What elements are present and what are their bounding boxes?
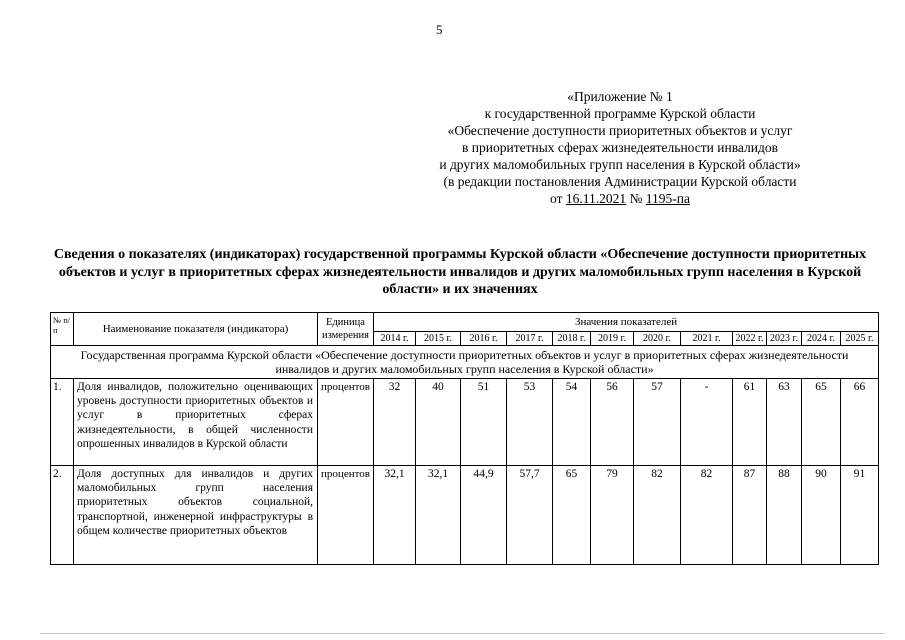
value-cell: 32 — [374, 379, 416, 466]
header-row — [51, 313, 879, 332]
appendix-line: к государственной программе Курской области — [484, 106, 756, 121]
document-title: Сведения о показателях (индикаторах) государственной программы Курской области «Обеспечение доступности приоритетных объектов и услуг в приоритетных сферах жизнедеятельности инвалидов и других маломобильных групп населения в Курской области» и их значениях — [53, 247, 867, 297]
value-cell: 32,1 — [374, 466, 416, 565]
table-row — [51, 379, 879, 466]
value-cell: 57 — [634, 379, 681, 466]
decree-number: 1195-па — [645, 191, 690, 206]
year-header: 2019 г. — [591, 332, 634, 346]
row-number: 2. — [51, 466, 74, 565]
value-cell: 82 — [634, 466, 681, 565]
number-sign: № — [629, 191, 643, 206]
value-cell: 91 — [841, 466, 879, 565]
col-header-num: № п/п — [51, 313, 74, 346]
program-title-cell: Государственная программа Курской области «Обеспечение доступности приоритетных объектов и услуг в приоритетных сферах жизнедеятельности инвалидов и других маломобильных групп населения в Курской области» — [51, 346, 879, 379]
value-cell: 61 — [733, 379, 767, 466]
value-cell: 65 — [553, 466, 591, 565]
year-header: 2016 г. — [461, 332, 507, 346]
value-cell: 63 — [767, 379, 802, 466]
value-cell: 54 — [553, 379, 591, 466]
table-row — [51, 466, 879, 565]
year-header: 2024 г. — [802, 332, 841, 346]
appendix-line: «Обеспечение доступности приоритетных объектов и услуг — [447, 123, 793, 138]
value-cell: 56 — [591, 379, 634, 466]
appendix-header — [400, 88, 840, 207]
value-cell: 88 — [767, 466, 802, 565]
col-header-unit: Единица измерения — [318, 313, 374, 346]
value-cell: - — [681, 379, 733, 466]
year-header: 2017 г. — [507, 332, 553, 346]
value-cell: 65 — [802, 379, 841, 466]
indicators-table — [50, 312, 879, 565]
year-header: 2023 г. — [767, 332, 802, 346]
value-cell: 79 — [591, 466, 634, 565]
year-header: 2022 г. — [733, 332, 767, 346]
value-cell: 82 — [681, 466, 733, 565]
value-cell: 57,7 — [507, 466, 553, 565]
year-header: 2014 г. — [374, 332, 416, 346]
value-cell: 90 — [802, 466, 841, 565]
year-header: 2020 г. — [634, 332, 681, 346]
indicator-name: Доля инвалидов, положительно оценивающих уровень доступности приоритетных объектов и услуг в приоритетных сферах жизнедеятельности, в общей численности опрошенных инвалидов в Курской области — [74, 379, 318, 466]
appendix-line: в приоритетных сферах жизнедеятельности инвалидов — [462, 140, 778, 155]
row-number: 1. — [51, 379, 74, 466]
year-header: 2018 г. — [553, 332, 591, 346]
value-cell: 53 — [507, 379, 553, 466]
year-header: 2015 г. — [416, 332, 461, 346]
value-cell: 40 — [416, 379, 461, 466]
value-cell: 32,1 — [416, 466, 461, 565]
scan-edge-line — [40, 633, 885, 634]
appendix-line-date — [400, 190, 840, 207]
appendix-line: (в редакции постановления Администрации Курской области — [443, 174, 797, 189]
value-cell: 87 — [733, 466, 767, 565]
program-row — [51, 346, 879, 379]
page-number: 5 — [436, 22, 443, 37]
value-cell: 51 — [461, 379, 507, 466]
col-header-name: Наименование показателя (индикатора) — [74, 313, 318, 346]
appendix-line: «Приложение № 1 — [567, 89, 673, 104]
date-prefix: от — [550, 191, 563, 206]
value-cell: 66 — [841, 379, 879, 466]
appendix-line: и других маломобильных групп населения в Курской области» — [439, 157, 801, 172]
value-cell: 44,9 — [461, 466, 507, 565]
indicator-name: Доля доступных для инвалидов и других маломобильных групп населения приоритетных объектов социальной, транспортной, инженерной инфраструктуры в общем количестве приоритетных объектов — [74, 466, 318, 565]
indicator-unit: процентов — [318, 379, 374, 466]
year-header: 2025 г. — [841, 332, 879, 346]
decree-date: 16.11.2021 — [565, 191, 627, 206]
col-header-values: Значения показателей — [374, 313, 879, 332]
year-header: 2021 г. — [681, 332, 733, 346]
indicator-unit: процентов — [318, 466, 374, 565]
